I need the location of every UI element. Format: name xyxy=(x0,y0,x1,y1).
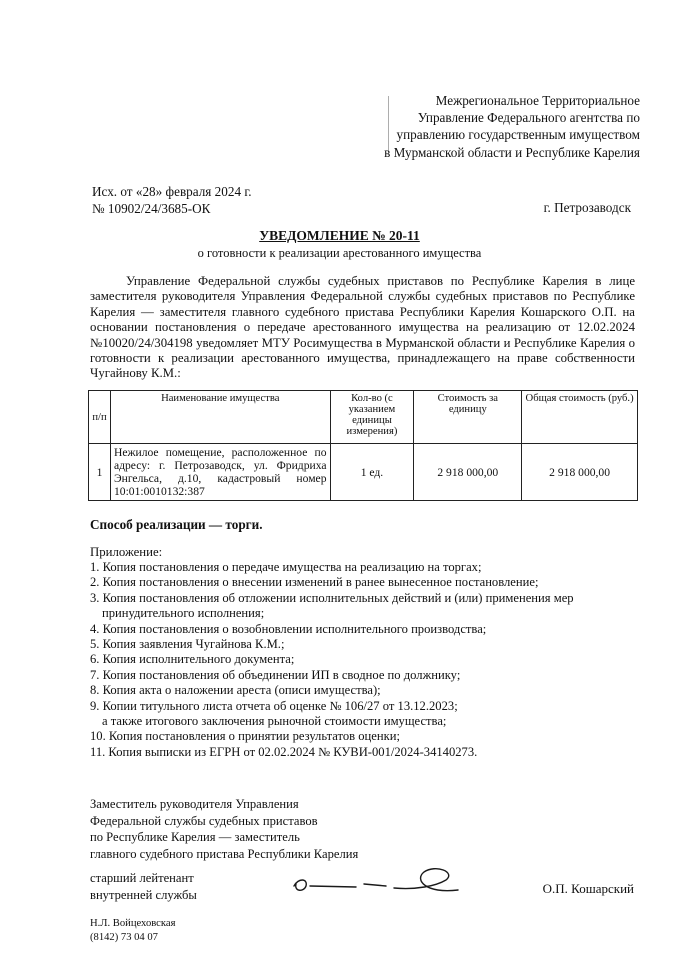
position-line: Федеральной службы судебных приставов xyxy=(90,813,318,828)
signer-name: О.П. Кошарский xyxy=(542,881,634,896)
position-line: главного судебного пристава Республики Карелия xyxy=(90,846,359,861)
rank-line: старший лейтенант xyxy=(90,871,194,885)
annex-title: Приложение: xyxy=(90,545,163,559)
position-line: по Республике Карелия — заместитель xyxy=(90,830,300,844)
list-item: 8. Копия акта о наложении ареста (описи имущества); xyxy=(90,683,381,698)
outgoing-number: № 10902/24/3685-ОК xyxy=(92,200,211,216)
table-row xyxy=(89,444,638,501)
outgoing-reference xyxy=(92,184,252,217)
city: г. Петрозаводск xyxy=(543,200,631,215)
list-item: 4. Копия постановления о возобновлении исполнительного производства; xyxy=(90,621,487,636)
cell-num: 1 xyxy=(89,444,111,501)
body-paragraph: Управление Федеральной службы судебных приставов по Республике Карелия в лице заместителя руководителя Управления Федеральной службы судебных приставов по Республике Карелия — заместителя главного судебного пристава Республики Карелия Кошарского О.П. на основании постановления о передаче арестованного имущества на реализацию от 12.02.2024 №10020/24/304198 уведомляет МТУ Росимущества в Мурманской области и Республике Карелия о готовности к реализации арестованного имущества, принадлежащего на праве собственности Чугайнову К.М.: xyxy=(90,274,635,381)
list-item: 3. Копия постановления об отложении исполнительных действий и (или) применения мер xyxy=(90,590,574,605)
outgoing-date: Исх. от «28» февраля 2024 г. xyxy=(92,184,252,199)
header-total: Общая стоимость (руб.) xyxy=(522,391,638,444)
sale-method: Способ реализации — торги. xyxy=(90,517,263,532)
list-item: а также итогового заключения рыночной стоимости имущества; xyxy=(102,714,447,729)
header-qty: Кол-во (с указанием единицы измерения) xyxy=(330,391,414,444)
addressee-line: в Мурманской области и Республике Карелия xyxy=(384,144,640,160)
executor-phone: (8142) 73 04 07 xyxy=(90,932,158,943)
list-item: 1. Копия постановления о передаче имущества на реализацию на торгах; xyxy=(90,560,482,574)
handwritten-signature xyxy=(286,860,466,904)
list-item: 5. Копия заявления Чугайнова К.М.; xyxy=(90,637,285,652)
addressee-line: управлению государственным имуществом xyxy=(396,127,640,143)
table-header-row xyxy=(89,391,638,444)
annex-list xyxy=(90,560,630,760)
header-name: Наименование имущества xyxy=(110,391,330,444)
cell-name: Нежилое помещение, расположенное по адресу: г. Петрозаводск, ул. Фридриха Энгельса, д.10, кадастровый номер 10:01:0010132:387 xyxy=(110,444,330,501)
list-item: 11. Копия выписки из ЕГРН от 02.02.2024 № КУВИ-001/2024-34140273. xyxy=(90,744,478,759)
addressee-block xyxy=(370,92,640,161)
cell-qty: 1 ед. xyxy=(330,444,414,501)
executor-name: Н.Л. Войцеховская xyxy=(90,918,176,929)
header-unit-cost: Стоимость за единицу xyxy=(414,391,522,444)
position-line: Заместитель руководителя Управления xyxy=(90,797,299,811)
header-num: п/п xyxy=(89,391,111,444)
rank-line: внутренней службы xyxy=(90,887,197,902)
addressee-line: Межрегиональное Территориальное xyxy=(435,93,640,108)
list-item: 10. Копия постановления о принятии результатов оценки; xyxy=(90,729,400,744)
cell-total: 2 918 000,00 xyxy=(522,444,638,501)
property-table xyxy=(88,390,638,501)
list-item: 7. Копия постановления об объединении ИП в сводное по должнику; xyxy=(90,667,461,682)
cell-unit-cost: 2 918 000,00 xyxy=(414,444,522,501)
document-title: УВЕДОМЛЕНИЕ № 20-11 xyxy=(259,228,420,243)
list-item: принудительного исполнения; xyxy=(102,606,265,621)
executor-block xyxy=(90,917,175,945)
addressee-line: Управление Федерального агентства по xyxy=(417,110,640,126)
document-subtitle: о готовности к реализации арестованного имущества xyxy=(197,246,482,260)
list-item: 2. Копия постановления о внесении изменений в ранее вынесенное постановление; xyxy=(90,575,539,590)
list-item: 9. Копии титульного листа отчета об оценке № 106/27 от 13.12.2023; xyxy=(90,698,458,713)
signatory-position xyxy=(90,796,358,862)
signatory-rank xyxy=(90,870,197,903)
list-item: 6. Копия исполнительного документа; xyxy=(90,652,295,667)
